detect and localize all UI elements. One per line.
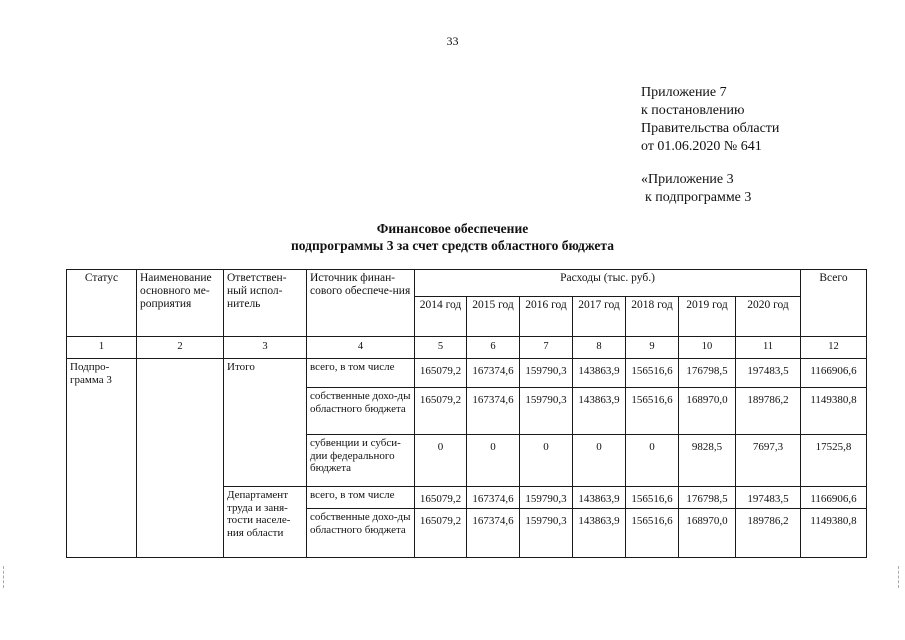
executor-cell: Итого [224, 359, 307, 487]
header-total: Всего [801, 270, 867, 337]
column-number: 4 [307, 337, 415, 359]
appendix-line: к постановлению [641, 103, 745, 118]
source-cell: всего, в том числе [307, 487, 415, 509]
value-cell: 159790,3 [520, 388, 573, 435]
source-cell: всего, в том числе [307, 359, 415, 388]
header-year: 2020 год [736, 297, 801, 337]
status-cell: Подпро-грамма 3 [67, 359, 137, 558]
value-cell: 7697,3 [736, 435, 801, 487]
header-year: 2016 год [520, 297, 573, 337]
value-cell: 167374,6 [467, 359, 520, 388]
scan-edge-mark [898, 566, 899, 588]
value-cell: 165079,2 [415, 487, 467, 509]
value-cell: 159790,3 [520, 359, 573, 388]
header-year: 2014 год [415, 297, 467, 337]
value-cell: 0 [626, 435, 679, 487]
source-cell: собственные дохо-ды областного бюджета [307, 509, 415, 558]
column-number: 7 [520, 337, 573, 359]
financing-table [66, 269, 867, 558]
column-number: 5 [415, 337, 467, 359]
appendix-line: Приложение 7 [641, 85, 727, 100]
value-cell: 159790,3 [520, 509, 573, 558]
value-cell: 0 [573, 435, 626, 487]
column-number: 8 [573, 337, 626, 359]
column-number: 9 [626, 337, 679, 359]
title-line: Финансовое обеспечение [376, 221, 529, 236]
appendix-line: от 01.06.2020 № 641 [641, 139, 762, 154]
header-source: Источник финан-сового обеспече-ния [307, 270, 415, 337]
header-year: 2019 год [679, 297, 736, 337]
value-cell: 167374,6 [467, 509, 520, 558]
total-cell: 1149380,8 [801, 509, 867, 558]
value-cell: 167374,6 [467, 388, 520, 435]
header-year: 2017 год [573, 297, 626, 337]
header-expenses: Расходы (тыс. руб.) [415, 270, 801, 297]
column-number: 3 [224, 337, 307, 359]
value-cell: 0 [467, 435, 520, 487]
title-line: подпрограммы 3 за счет средств областного бюджета [291, 238, 614, 253]
value-cell: 197483,5 [736, 359, 801, 388]
total-cell: 17525,8 [801, 435, 867, 487]
value-cell: 168970,0 [679, 509, 736, 558]
value-cell: 165079,2 [415, 359, 467, 388]
document-title [0, 220, 905, 254]
header-measure: Наименование основного ме-роприятия [137, 270, 224, 337]
column-number: 12 [801, 337, 867, 359]
appendix-line: Правительства области [641, 121, 780, 136]
value-cell: 143863,9 [573, 487, 626, 509]
appendix-block [641, 84, 779, 207]
header-year: 2015 год [467, 297, 520, 337]
value-cell: 143863,9 [573, 359, 626, 388]
value-cell: 165079,2 [415, 509, 467, 558]
column-number: 10 [679, 337, 736, 359]
value-cell: 0 [415, 435, 467, 487]
header-status: Статус [67, 270, 137, 337]
value-cell: 143863,9 [573, 388, 626, 435]
value-cell: 159790,3 [520, 487, 573, 509]
value-cell: 0 [520, 435, 573, 487]
value-cell: 189786,2 [736, 509, 801, 558]
appendix-sub-line: «Приложение 3 [641, 172, 734, 187]
value-cell: 143863,9 [573, 509, 626, 558]
value-cell: 156516,6 [626, 509, 679, 558]
column-number-row [67, 337, 867, 359]
total-cell: 1166906,6 [801, 359, 867, 388]
header-year: 2018 год [626, 297, 679, 337]
scan-edge-mark [3, 566, 4, 588]
value-cell: 176798,5 [679, 487, 736, 509]
total-cell: 1166906,6 [801, 487, 867, 509]
executor-cell: Департамент труда и заня-тости населе-ния области [224, 487, 307, 558]
value-cell: 165079,2 [415, 388, 467, 435]
source-cell: субвенции и субси-дии федерального бюджета [307, 435, 415, 487]
header-executor: Ответствен-ный испол-нитель [224, 270, 307, 337]
column-number: 11 [736, 337, 801, 359]
column-number: 1 [67, 337, 137, 359]
page-number: 33 [446, 34, 459, 48]
appendix-sub-line: к подпрограмме 3 [645, 190, 752, 205]
value-cell: 156516,6 [626, 359, 679, 388]
value-cell: 9828,5 [679, 435, 736, 487]
source-cell: собственные дохо-ды областного бюджета [307, 388, 415, 435]
table-row [67, 359, 867, 388]
value-cell: 156516,6 [626, 388, 679, 435]
value-cell: 176798,5 [679, 359, 736, 388]
value-cell: 167374,6 [467, 487, 520, 509]
value-cell: 168970,0 [679, 388, 736, 435]
value-cell: 189786,2 [736, 388, 801, 435]
measure-cell [137, 359, 224, 558]
column-number: 6 [467, 337, 520, 359]
value-cell: 197483,5 [736, 487, 801, 509]
total-cell: 1149380,8 [801, 388, 867, 435]
value-cell: 156516,6 [626, 487, 679, 509]
column-number: 2 [137, 337, 224, 359]
